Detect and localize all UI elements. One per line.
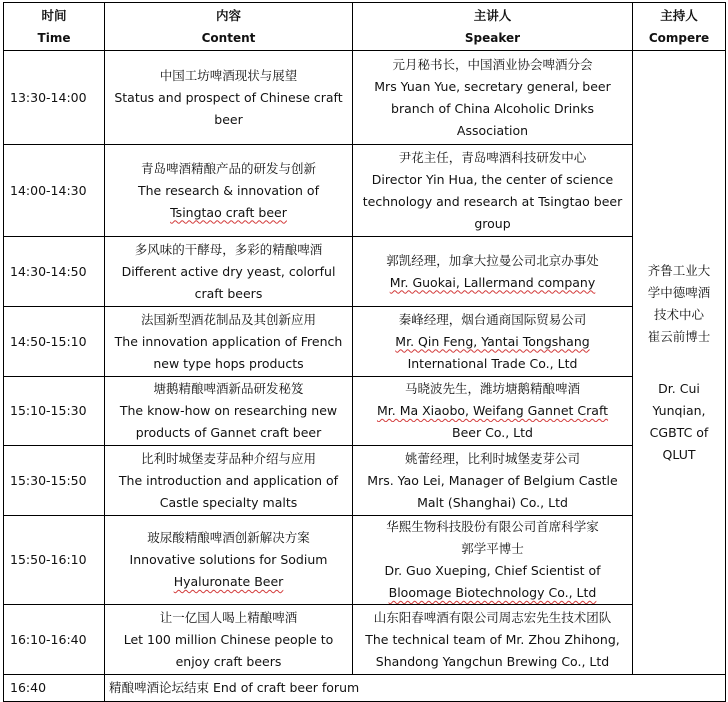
closing-row	[4, 675, 726, 702]
header-speaker-en: Speaker	[464, 30, 521, 45]
speaker-line: group	[474, 215, 511, 231]
speaker-line: Mr. Ma Xiaobo, Weifang Gannet Craft	[376, 403, 609, 418]
speaker-line: Dr. Guo Xueping, Chief Scientist of	[384, 563, 601, 578]
session-speaker	[353, 605, 633, 675]
compere-cn-line: 崔云前博士	[647, 328, 711, 344]
content-line: craft beers	[194, 285, 263, 301]
compere-cn-line: 齐鲁工业大	[647, 262, 711, 278]
session-content	[105, 516, 353, 605]
speaker-line: branch of China Alcoholic Drinks	[391, 100, 594, 116]
table-row	[4, 605, 726, 675]
content-line: 中国工坊啤酒现状与展望	[159, 67, 298, 83]
session-content	[105, 145, 353, 237]
table-row	[4, 307, 726, 377]
session-speaker	[353, 377, 633, 446]
content-line: Hyaluronate Beer	[173, 574, 284, 589]
header-row	[4, 3, 726, 51]
content-line: 比利时城堡麦芽品种介绍与应用	[140, 450, 316, 466]
speaker-line: Bloomage Biotechnology Co., Ltd	[388, 585, 597, 600]
session-time: 14:00-14:30	[4, 145, 105, 237]
content-line: 塘鹅精酿啤酒新品研发秘笈	[153, 381, 304, 396]
content-line: new type hops products	[153, 355, 304, 371]
speaker-line: Association	[456, 122, 529, 138]
content-line: products of Gannet craft beer	[135, 425, 322, 440]
speaker-line: Malt (Shanghai) Co., Ltd	[417, 494, 568, 510]
content-line: Different active dry yeast, colorful	[121, 263, 336, 279]
table-row	[4, 145, 726, 237]
session-time: 15:50-16:10	[4, 516, 105, 605]
session-time: 14:50-15:10	[4, 307, 105, 377]
speaker-line: 秦峰经理，烟台通商国际贸易公司	[398, 311, 587, 327]
speaker-line: 郭凯经理，加拿大拉曼公司北京办事处	[386, 252, 599, 268]
table-row	[4, 516, 726, 605]
speaker-line: Director Yin Hua, the center of science	[371, 171, 614, 187]
session-time: 16:10-16:40	[4, 605, 105, 675]
header-speaker	[353, 3, 633, 51]
content-line: Let 100 million Chinese people to	[123, 631, 334, 647]
session-content	[105, 237, 353, 307]
speaker-line: Beer Co., Ltd	[452, 425, 533, 440]
content-line: 青岛啤酒精酿产品的研发与创新	[140, 160, 316, 176]
content-line: Status and prospect of Chinese craft	[114, 89, 343, 105]
closing-text: 精酿啤酒论坛结束 End of craft beer forum	[105, 675, 726, 702]
content-line: 多风味的干酵母，多彩的精酿啤酒	[134, 241, 323, 257]
header-time	[4, 3, 105, 51]
session-content	[105, 307, 353, 377]
content-line: The introduction and application of	[118, 472, 339, 488]
session-time: 15:10-15:30	[4, 377, 105, 446]
speaker-line: 华熙生物科技股份有限公司首席科学家	[386, 519, 599, 534]
speaker-line: 元月秘书长，中国酒业协会啤酒分会	[392, 56, 593, 72]
content-line: The innovation application of French	[114, 333, 343, 349]
content-line: The research & innovation of	[138, 182, 319, 198]
header-host-en: Compere	[648, 30, 710, 45]
speaker-line: The technical team of Mr. Zhou Zhihong,	[365, 631, 620, 647]
speaker-line: Mrs. Yao Lei, Manager of Belgium Castle	[367, 472, 618, 488]
session-speaker	[353, 307, 633, 377]
session-content	[105, 605, 353, 675]
header-content-cn: 内容	[215, 7, 241, 23]
session-speaker	[353, 51, 633, 145]
compere-spacer	[635, 348, 723, 378]
speaker-line: 姚蕾经理，比利时城堡麦芽公司	[404, 450, 580, 466]
session-content	[105, 446, 353, 516]
closing-time: 16:40	[4, 675, 105, 702]
header-host-cn: 主持人	[660, 7, 698, 23]
table-row	[4, 51, 726, 145]
content-line: Castle specialty malts	[159, 494, 298, 510]
session-time: 15:30-15:50	[4, 446, 105, 516]
compere-cn-line: 学中德啤酒	[647, 284, 711, 300]
speaker-line: 山东阳春啤酒有限公司周志宏先生技术团队	[373, 609, 612, 625]
session-speaker	[353, 446, 633, 516]
header-time-en: Time	[37, 30, 71, 45]
content-line: enjoy craft beers	[175, 653, 282, 669]
header-content-en: Content	[201, 30, 256, 45]
table-row	[4, 377, 726, 446]
speaker-line: 尹花主任，青岛啤酒科技研发中心	[398, 149, 587, 165]
speaker-line: International Trade Co., Ltd	[407, 355, 578, 371]
speaker-line: Shandong Yangchun Brewing Co., Ltd	[375, 653, 610, 669]
compere-cell	[633, 51, 726, 675]
content-line: The know-how on researching new	[119, 403, 338, 418]
header-host	[633, 3, 726, 51]
table-row	[4, 446, 726, 516]
compere-en-line: Dr. Cui	[658, 380, 700, 396]
speaker-line: Mr. Guokai, Lallermand company	[389, 274, 596, 290]
speaker-line: Mrs Yuan Yue, secretary general, beer	[374, 78, 611, 94]
content-line: Innovative solutions for Sodium	[129, 552, 328, 567]
content-line: 玻尿酸精酿啤酒创新解决方案	[147, 530, 310, 545]
header-speaker-cn: 主讲人	[473, 7, 512, 23]
session-speaker	[353, 145, 633, 237]
content-line: Tsingtao craft beer	[170, 204, 287, 220]
compere-en-line: CGBTC of	[649, 424, 709, 440]
content-line: 让一亿国人喝上精酿啤酒	[159, 609, 298, 625]
session-content	[105, 51, 353, 145]
session-time: 14:30-14:50	[4, 237, 105, 307]
table-row	[4, 237, 726, 307]
session-content	[105, 377, 353, 446]
speaker-line: technology and research at Tsingtao beer	[362, 193, 623, 209]
compere-cn-line: 技术中心	[653, 306, 704, 322]
session-speaker	[353, 516, 633, 605]
session-speaker	[353, 237, 633, 307]
forum-schedule-table	[3, 2, 726, 702]
compere-en-line: Yunqian,	[652, 402, 706, 418]
content-line: 法国新型酒花制品及其创新应用	[140, 311, 316, 327]
content-line: beer	[214, 111, 243, 127]
speaker-line: Mr. Qin Feng, Yantai Tongshang	[395, 333, 590, 349]
speaker-line: 郭学平博士	[461, 541, 524, 556]
compere-en-line: QLUT	[662, 446, 696, 462]
session-time: 13:30-14:00	[4, 51, 105, 145]
header-content	[105, 3, 353, 51]
header-time-cn: 时间	[41, 7, 67, 23]
speaker-line: 马晓波先生，潍坊塘鹅精酿啤酒	[404, 381, 580, 396]
